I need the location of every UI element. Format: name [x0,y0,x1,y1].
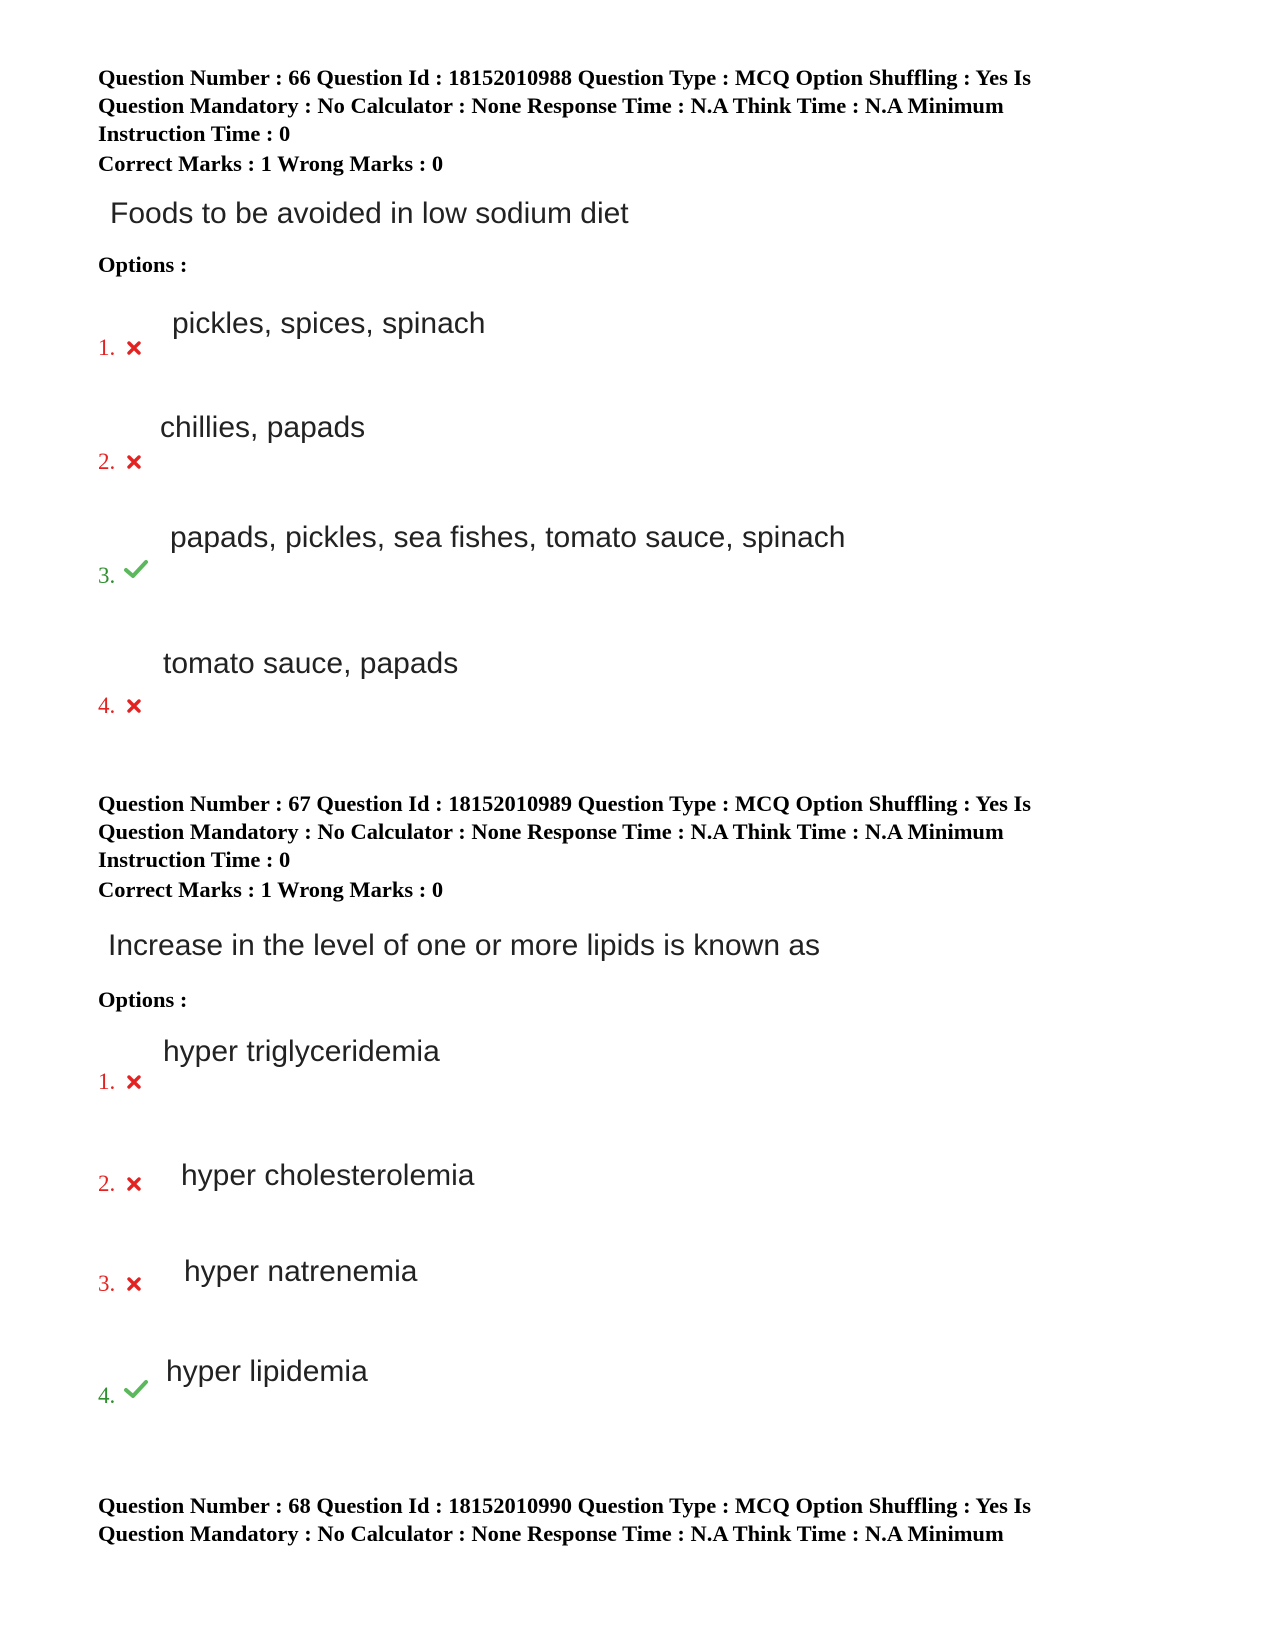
question-66-options-label: Options : [98,252,188,277]
option-text: hyper natrenemia [184,1255,418,1288]
option-number: 4. [98,1383,116,1408]
option-number: 4. [98,693,116,718]
question-66-meta: Question Number : 66 Question Id : 18152010988 Question Type : MCQ Option Shuffling : Yes Is Question Mandatory : No Calculator : None Response Time : N.A Think Time : N.A Minimum Instruction Time : 0 [98,65,1032,146]
cross-icon [126,698,142,714]
check-icon [123,1378,149,1400]
option-text: papads, pickles, sea fishes, tomato sauce, spinach [170,521,846,554]
question-67-meta: Question Number : 67 Question Id : 18152010989 Question Type : MCQ Option Shuffling : Yes Is Question Mandatory : No Calculator : None Response Time : N.A Think Time : N.A Minimum Instruction Time : 0 [98,791,1032,872]
option-text: tomato sauce, papads [163,647,459,680]
cross-icon [126,1074,142,1090]
cross-icon [126,1276,142,1292]
question-66-text: Foods to be avoided in low sodium diet [110,197,629,230]
option-number: 2. [98,449,116,474]
question-67-options-label: Options : [98,987,188,1012]
cross-icon [126,454,142,470]
option-text: pickles, spices, spinach [172,307,486,340]
option-number: 1. [98,335,116,360]
question-66-marks: Correct Marks : 1 Wrong Marks : 0 [98,151,444,176]
cross-icon [126,1176,142,1192]
cross-icon [126,340,142,356]
option-text: chillies, papads [160,411,366,444]
check-icon [123,558,149,580]
option-text: hyper cholesterolemia [181,1159,475,1192]
option-number: 3. [98,1271,116,1296]
option-text: hyper triglyceridemia [163,1035,440,1068]
option-number: 1. [98,1069,116,1094]
option-number: 3. [98,563,116,588]
option-number: 2. [98,1171,116,1196]
option-text: hyper lipidemia [166,1355,368,1388]
question-68-meta: Question Number : 68 Question Id : 18152010990 Question Type : MCQ Option Shuffling : Yes Is Question Mandatory : No Calculator : None Response Time : N.A Think Time : N.A Minimum [98,1493,1032,1546]
question-67-marks: Correct Marks : 1 Wrong Marks : 0 [98,877,444,902]
question-67-text: Increase in the level of one or more lipids is known as [108,929,821,962]
